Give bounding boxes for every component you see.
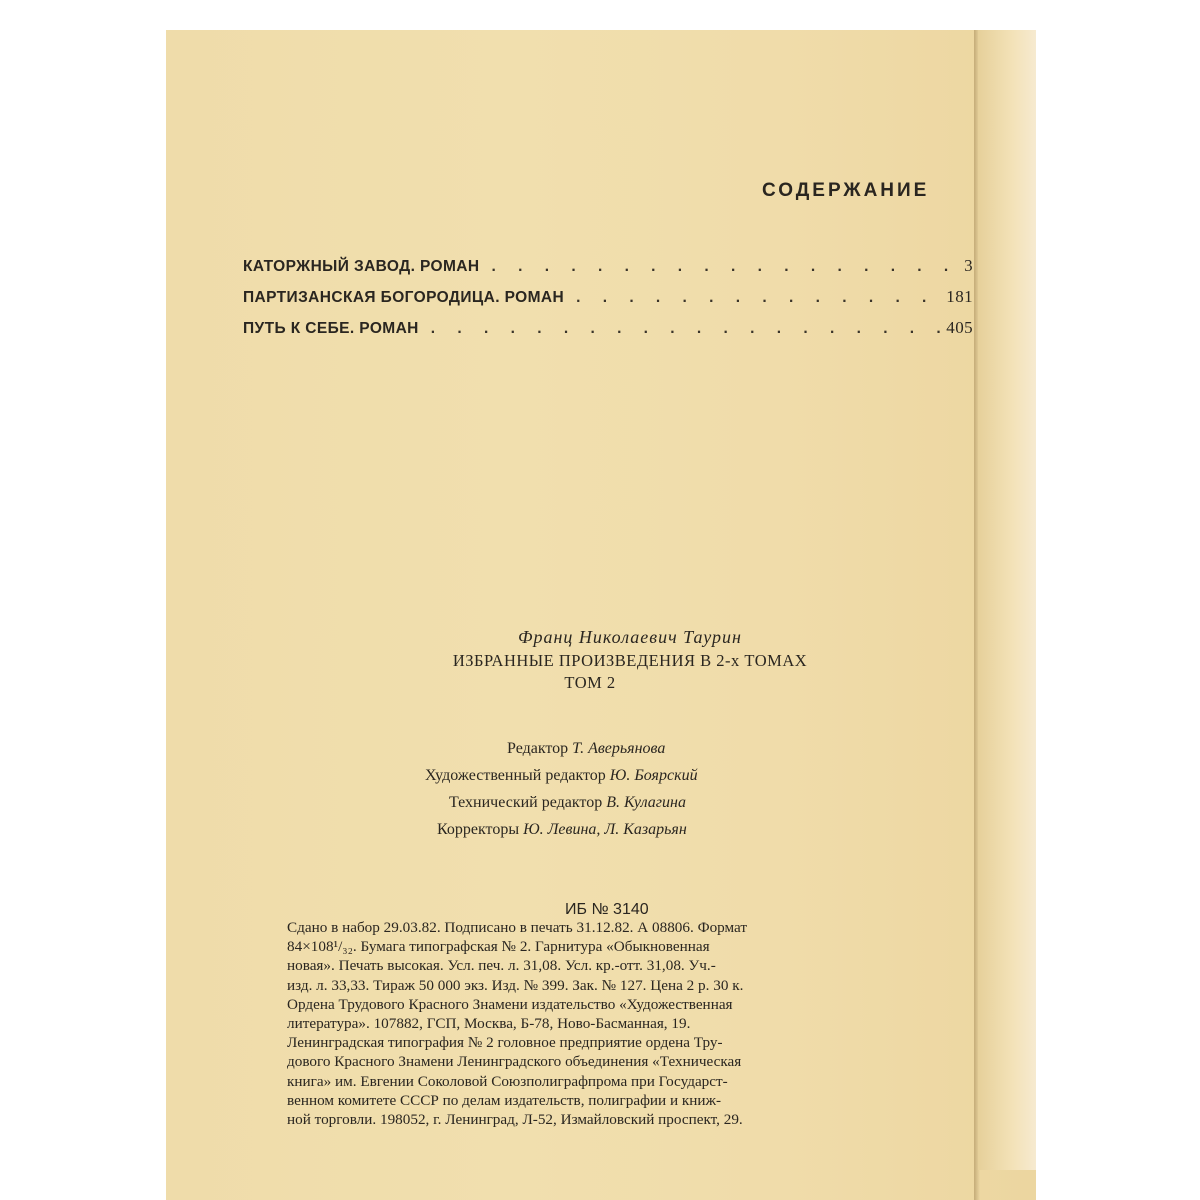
imprint-line: литература». 107882, ГСП, Москва, Б-78, Ново-Басманная, 19. bbox=[287, 1015, 691, 1033]
imprint-line: Сдано в набор 29.03.82. Подписано в печать 31.12.82. А 08806. Формат bbox=[287, 919, 748, 936]
credit-name: Ю. Боярский bbox=[609, 767, 698, 784]
credit-role: Технический редактор bbox=[449, 794, 603, 811]
imprint-block bbox=[287, 918, 937, 1129]
table-of-contents bbox=[243, 256, 973, 349]
toc-leader-dots bbox=[576, 289, 940, 307]
toc-leader-dots bbox=[431, 320, 941, 338]
page-edge bbox=[978, 30, 1036, 1170]
book-title: ИЗБРАННЫЕ ПРОИЗВЕДЕНИЯ В 2-х ТОМАХ bbox=[452, 651, 808, 670]
toc-entry-page: 3 bbox=[964, 256, 973, 275]
imprint-line: Ленинградская типография № 2 головное предприятие ордена Тру- bbox=[287, 1034, 723, 1052]
toc-leader-dots bbox=[492, 258, 959, 276]
imprint-line: Ордена Трудового Красного Знамени издательство «Художественная bbox=[287, 995, 733, 1013]
toc-entry-page: 181 bbox=[946, 287, 973, 306]
toc-entry-title: КАТОРЖНЫЙ ЗАВОД. РОМАН bbox=[243, 258, 480, 275]
credit-line bbox=[437, 821, 687, 839]
imprint-line: 84×108¹/₃₂. Бумага типографская № 2. Гарнитура «Обыкновенная bbox=[287, 938, 710, 956]
book-volume: ТОМ 2 bbox=[564, 673, 616, 692]
imprint-line: ной торговли. 198052, г. Ленинград, Л-52, Измайловский проспект, 29. bbox=[287, 1111, 743, 1129]
imprint-line: венном комитете СССР по делам издательств, полиграфии и книж- bbox=[287, 1091, 722, 1109]
toc-entry bbox=[243, 287, 973, 318]
imprint-line: новая». Печать высокая. Усл. печ. л. 31,08. Усл. кр.-отт. 31,08. Уч.- bbox=[287, 957, 716, 975]
credit-role: Художественный редактор bbox=[425, 767, 606, 784]
toc-entry-page: 405 bbox=[946, 318, 973, 337]
credit-line bbox=[449, 794, 686, 812]
imprint-line: дового Красного Знамени Ленинградского объединения «Техническая bbox=[287, 1053, 742, 1071]
toc-heading: СОДЕРЖАНИЕ bbox=[762, 180, 930, 201]
imprint-line: книга» им. Евгении Соколовой Союзполиграфпрома при Государст- bbox=[287, 1072, 728, 1090]
credit-name: Ю. Левина, Л. Казарьян bbox=[523, 821, 687, 838]
credit-line bbox=[507, 740, 665, 758]
imprint-line: изд. л. 33,33. Тираж 50 000 экз. Изд. № 399. Зак. № 127. Цена 2 р. 30 к. bbox=[287, 976, 744, 994]
toc-entry-title: ПАРТИЗАНСКАЯ БОГОРОДИЦА. РОМАН bbox=[243, 289, 565, 306]
toc-entry-title: ПУТЬ К СЕБЕ. РОМАН bbox=[243, 320, 419, 337]
toc-entry bbox=[243, 318, 973, 349]
credit-name: В. Кулагина bbox=[606, 794, 686, 811]
credit-name: Т. Аверьянова bbox=[572, 740, 666, 757]
toc-entry bbox=[243, 256, 973, 287]
credit-role: Корректоры bbox=[437, 821, 520, 838]
book-author: Франц Николаевич Таурин bbox=[518, 627, 742, 647]
credit-line bbox=[425, 767, 698, 785]
credit-role: Редактор bbox=[507, 740, 569, 757]
imprint-ib-number: ИБ № 3140 bbox=[565, 901, 649, 918]
